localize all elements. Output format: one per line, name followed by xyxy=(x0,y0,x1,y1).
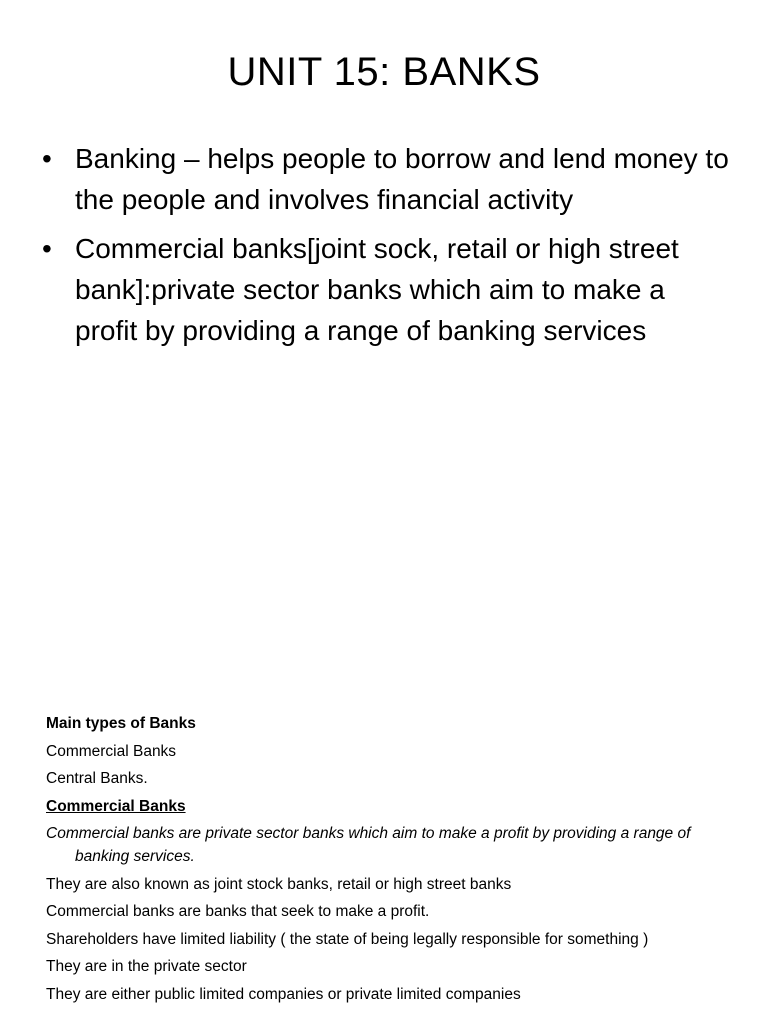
notes-line: Shareholders have limited liability ( the state of being legally responsible for something ) xyxy=(46,930,649,948)
bullet-list xyxy=(42,138,734,359)
bullet-text: Banking – helps people to borrow and lend money to the people and involves financial activity xyxy=(75,143,729,215)
notes-heading-commercial-banks: Commercial Banks xyxy=(46,797,186,815)
notes-definition: Commercial banks are private sector banks which aim to make a profit by providing a range of banking services. xyxy=(46,825,691,865)
notes-line: They are also known as joint stock banks, retail or high street banks xyxy=(46,875,512,893)
notes-line: Central Banks. xyxy=(46,770,148,787)
slide-title: UNIT 15: BANKS xyxy=(227,50,541,94)
notes-heading-main-types: Main types of Banks xyxy=(46,715,196,732)
bullet-text: Commercial banks[joint sock, retail or high street bank]:private sector banks which aim to make a profit by providing a range of banking services xyxy=(75,233,679,346)
notes-line: Commercial Banks xyxy=(46,742,177,760)
bullet-icon: • xyxy=(42,233,52,264)
notes-line: They are in the private sector xyxy=(46,958,247,975)
bullet-icon: • xyxy=(42,143,52,174)
bullet-item-banking xyxy=(42,138,734,220)
bullet-item-commercial-banks xyxy=(42,228,734,351)
notes-line: Commercial banks are banks that seek to make a profit. xyxy=(46,903,430,920)
notes-section xyxy=(46,712,736,1010)
notes-line: They are either public limited companies or private limited companies xyxy=(46,985,521,1003)
